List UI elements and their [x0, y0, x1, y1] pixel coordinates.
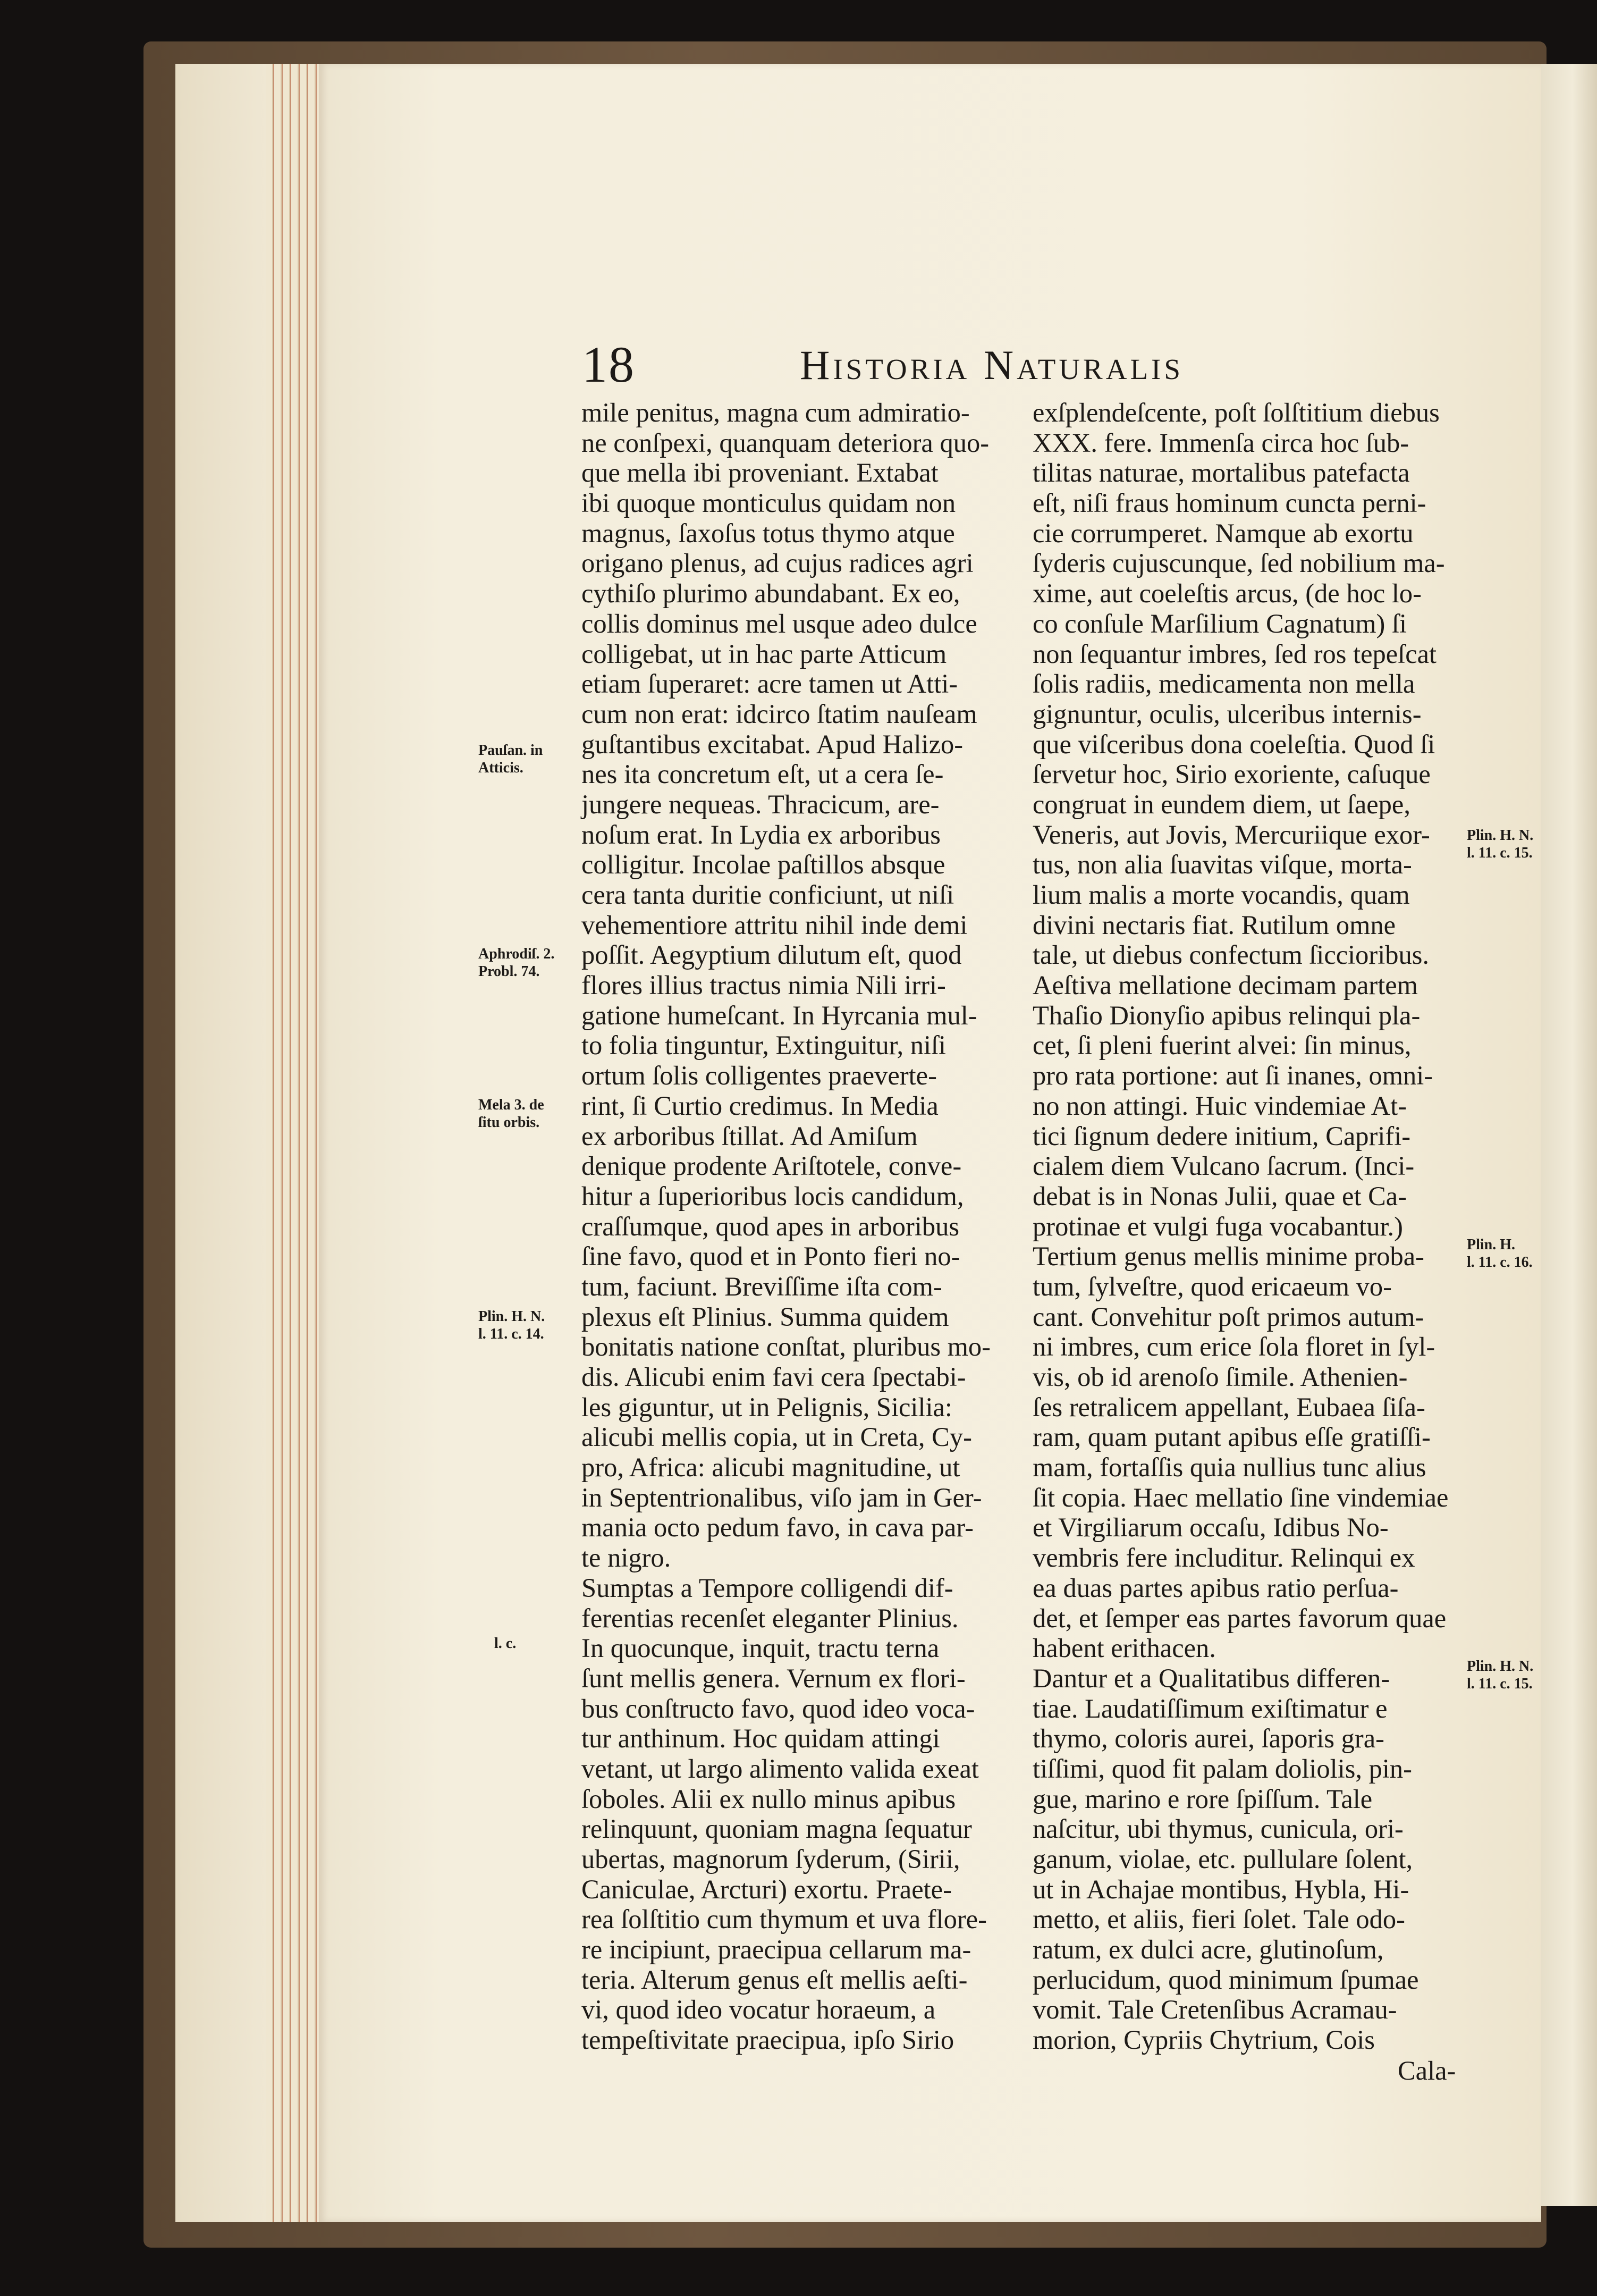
text-line: ne conſpexi, quanquam deteriora quo- [581, 427, 990, 458]
text-line: te nigro. [581, 1543, 671, 1573]
margin-note-right-2: Plin. H. l. 11. c. 16. [1467, 1237, 1533, 1271]
text-line: ea duas partes apibus ratio perſua- [1033, 1572, 1399, 1603]
text-line: origano plenus, ad cujus radices agri [581, 548, 974, 578]
text-line: XXX. fere. Immenſa circa hoc ſub- [1033, 427, 1409, 458]
text-line: naſcitur, ubi thymus, cunicula, ori- [1033, 1814, 1404, 1844]
text-line: tilitas naturae, mortalibus patefacta [1033, 458, 1410, 488]
text-line: in Septentrionalibus, viſo jam in Ger- [581, 1482, 982, 1512]
text-line: co conſule Marſilium Cagnatum) ſi [1033, 608, 1407, 638]
text-line: nes ita concretum eſt, ut a cera ſe- [581, 759, 944, 789]
text-line: gignuntur, oculis, ulceribus internis- [1033, 699, 1422, 729]
text-line: vetant, ut largo alimento valida exeat [581, 1753, 979, 1784]
page-number: 18 [582, 336, 635, 393]
text-line: plexus eſt Plinius. Summa quidem [581, 1301, 949, 1332]
text-line: dis. Alicubi enim favi cera ſpectabi- [581, 1362, 966, 1392]
text-line: perlucidum, quod minimum ſpumae [1033, 1964, 1419, 1995]
text-line: re incipiunt, praecipua cellarum ma- [581, 1935, 971, 1965]
text-line: que mella ibi proveniant. Extabat [581, 458, 939, 488]
text-line: mam, fortaſſis quia nullius tunc alius [1033, 1452, 1426, 1483]
text-line: to folia tinguntur, Extinguitur, niſi [581, 1030, 947, 1061]
text-line: debat is in Nonas Julii, quae et Ca- [1033, 1181, 1407, 1211]
margin-note-right-1: Plin. H. N. l. 11. c. 15. [1467, 827, 1534, 861]
text-line: thymo, coloris aurei, ſaporis gra- [1033, 1723, 1384, 1754]
text-line: cant. Convehitur poſt primos autum- [1033, 1301, 1424, 1332]
page-header [319, 335, 1541, 393]
text-line: ortum ſolis colligentes praeverte- [581, 1061, 937, 1091]
text-line: ubertas, magnorum ſyderum, (Sirii, [581, 1844, 960, 1874]
text-line: ſit copia. Haec mellatio ſine vindemiae [1033, 1482, 1449, 1512]
right-text-column [1033, 398, 1522, 2055]
text-line: les giguntur, ut in Pelignis, Sicilia: [581, 1392, 952, 1422]
text-line: rea ſolſtitio cum thymum et uva flore- [581, 1904, 987, 1935]
running-title: Historia Naturalis [800, 342, 1184, 388]
text-line: ex arboribus ſtillat. Ad Amiſum [581, 1121, 918, 1151]
text-line: ſine favo, quod et in Ponto fieri no- [581, 1241, 960, 1272]
text-line: etiam ſuperaret: acre tamen ut Atti- [581, 669, 958, 699]
left-text-column [581, 398, 1049, 2055]
text-line: tempeſtivitate praecipua, ipſo Sirio [581, 2025, 954, 2055]
text-line: cialem diem Vulcano ſacrum. (Inci- [1033, 1151, 1415, 1181]
text-line: ſolis radiis, medicamenta non mella [1033, 669, 1415, 699]
text-line: ratum, ex dulci acre, glutinoſum, [1033, 1935, 1384, 1965]
text-line: cie corrumperet. Namque ab exortu [1033, 518, 1414, 548]
text-line: congruat in eundem diem, ut ſaepe, [1033, 789, 1410, 819]
text-line: colligebat, ut in hac parte Atticum [581, 638, 947, 669]
text-line: Aeſtiva mellatione decimam partem [1033, 970, 1418, 1000]
text-line: non ſequantur imbres, ſed ros tepeſcat [1033, 638, 1437, 669]
text-line: exſplendeſcente, poſt ſolſtitium diebus [1033, 398, 1440, 427]
text-line: vembris fere includitur. Relinqui ex [1033, 1543, 1415, 1573]
text-line: que viſceribus dona coeleſtia. Quod ſi [1033, 729, 1435, 759]
text-line: tiae. Laudatiſſimum exiſtimatur e [1033, 1693, 1388, 1723]
margin-note-right-3: Plin. H. N. l. 11. c. 15. [1467, 1658, 1534, 1692]
text-line: ibi quoque monticulus quidam non [581, 488, 956, 518]
text-line: vomit. Tale Cretenſibus Acramau- [1033, 1995, 1397, 2025]
text-line: cum non erat: idcirco ſtatim nauſeam [581, 699, 977, 729]
text-line: relinquunt, quoniam magna ſequatur [581, 1814, 972, 1844]
text-line: Sumptas a Tempore colligendi dif- [581, 1572, 953, 1603]
text-line: ſes retralicem appellant, Eubaea ſiſa- [1033, 1392, 1425, 1422]
text-line: alicubi mellis copia, ut in Creta, Cy- [581, 1422, 972, 1452]
text-line: Tertium genus mellis minime proba- [1033, 1241, 1424, 1272]
margin-note-left-4: Plin. H. N. l. 11. c. 14. [478, 1308, 545, 1342]
text-line: Veneris, aut Jovis, Mercuriique exor- [1033, 819, 1430, 850]
book-page [319, 64, 1541, 2222]
margin-note-left-2: Aphrodiſ. 2. Probl. 74. [478, 946, 555, 980]
text-line: ſoboles. Alii ex nullo minus apibus [581, 1784, 956, 1814]
text-line: lium malis a morte vocandis, quam [1033, 880, 1410, 910]
text-line: pro, Africa: alicubi magnitudine, ut [581, 1452, 960, 1483]
text-line: ſyderis cujuscunque, ſed nobilium ma- [1033, 548, 1445, 578]
text-line: tum, faciunt. Breviſſime iſta com- [581, 1271, 942, 1301]
text-line: morion, Cypriis Chytrium, Cois [1033, 2025, 1375, 2055]
text-line: ganum, violae, etc. pullulare ſolent, [1033, 1844, 1413, 1874]
text-line: bus conſtructo favo, quod ideo voca- [581, 1693, 975, 1723]
text-line: rint, ſi Curtio credimus. In Media [581, 1090, 939, 1121]
text-line: ſervetur hoc, Sirio exoriente, caſuque [1033, 759, 1431, 789]
text-line: Thaſio Dionyſio apibus relinqui pla- [1033, 1000, 1421, 1030]
text-line: ſunt mellis genera. Vernum ex flori- [581, 1663, 966, 1693]
text-line: cythiſo plurimo abundabant. Ex eo, [581, 578, 960, 609]
text-line: vis, ob id arenoſo ſimile. Athenien- [1033, 1362, 1408, 1392]
text-line: noſum erat. In Lydia ex arboribus [581, 819, 941, 850]
text-line: tiſſimi, quod fit palam doliolis, pin- [1033, 1753, 1412, 1784]
text-line: tus, non alia ſuavitas viſque, morta- [1033, 850, 1412, 880]
text-line: jungere nequeas. Thracicum, are- [581, 789, 940, 819]
text-line: et Virgiliarum occaſu, Idibus No- [1033, 1512, 1389, 1543]
text-line: divini nectaris fiat. Rutilum omne [1033, 910, 1396, 940]
text-line: tici ſignum dedere initium, Caprifi- [1033, 1121, 1411, 1151]
text-line: pro rata portione: aut ſi inanes, omni- [1033, 1061, 1433, 1091]
text-line: tur anthinum. Hoc quidam attingi [581, 1723, 940, 1754]
margin-note-left-5: l. c. [494, 1635, 517, 1652]
text-line: tum, ſylveſtre, quod ericaeum vo- [1033, 1271, 1392, 1301]
text-line: metto, et aliis, fieri ſolet. Tale odo- [1033, 1904, 1405, 1935]
text-line: vehementiore attritu nihil inde demi [581, 910, 968, 940]
text-line: guſtantibus excitabat. Apud Halizo- [581, 729, 964, 759]
text-line: denique prodente Ariſtotele, conve- [581, 1151, 962, 1181]
text-line: gue, marino e rore ſpiſſum. Tale [1033, 1784, 1373, 1814]
text-line: craſſumque, quod apes in arboribus [581, 1211, 960, 1241]
text-line: habent erithacen. [1033, 1633, 1216, 1663]
text-line: tale, ut diebus confectum ſiccioribus. [1033, 940, 1430, 970]
text-line: cet, ſi pleni fuerint alvei: ſin minus, [1033, 1030, 1412, 1061]
text-line: teria. Alterum genus eſt mellis aeſti- [581, 1964, 968, 1995]
text-line: poſſit. Aegyptium dilutum eſt, quod [581, 940, 962, 970]
margin-note-left-1: Pauſan. in Atticis. [478, 742, 543, 776]
text-line: collis dominus mel usque adeo dulce [581, 608, 977, 638]
text-line: mania octo pedum favo, in cava par- [581, 1512, 974, 1543]
text-line: magnus, ſaxoſus totus thymo atque [581, 518, 955, 548]
text-line: vi, quod ideo vocatur horaeum, a [581, 1995, 936, 2025]
text-line: flores illius tractus nimia Nili irri- [581, 970, 946, 1000]
text-line: colligitur. Incolae paſtillos absque [581, 850, 945, 880]
text-line: ut in Achajae montibus, Hybla, Hi- [1033, 1874, 1409, 1904]
text-line: eſt, niſi fraus hominum cuncta perni- [1033, 488, 1426, 518]
text-line: bonitatis natione conſtat, pluribus mo- [581, 1332, 991, 1362]
text-line: gatione humeſcant. In Hyrcania mul- [581, 1000, 977, 1030]
page-edge-inner [175, 64, 266, 2222]
text-line: In quocunque, inquit, tractu terna [581, 1633, 940, 1663]
text-line: protinae et vulgi fuga vocabantur.) [1033, 1211, 1403, 1241]
text-line: det, et ſemper eas partes favorum quae [1033, 1603, 1447, 1633]
margin-note-left-3: Mela 3. de ſitu orbis. [478, 1097, 544, 1131]
text-line: ram, quam putant apibus eſſe gratiſſi- [1033, 1422, 1431, 1452]
text-line: ni imbres, cum erice ſola floret in ſyl- [1033, 1332, 1435, 1362]
text-line: Caniculae, Arcturi) exortu. Praete- [581, 1874, 952, 1904]
text-line: cera tanta duritie conficiunt, ut niſi [581, 880, 954, 910]
text-line: Dantur et a Qualitatibus differen- [1033, 1663, 1390, 1693]
text-line: mile penitus, magna cum admiratio- [581, 398, 970, 427]
text-line: hitur a ſuperioribus locis candidum, [581, 1181, 964, 1211]
text-line: ferentias recenſet eleganter Plinius. [581, 1603, 959, 1633]
text-line: no non attingi. Huic vindemiae At- [1033, 1090, 1407, 1121]
text-line: xime, aut coeleſtis arcus, (de hoc lo- [1033, 578, 1422, 609]
catchword: Cala- [1398, 2056, 1456, 2085]
